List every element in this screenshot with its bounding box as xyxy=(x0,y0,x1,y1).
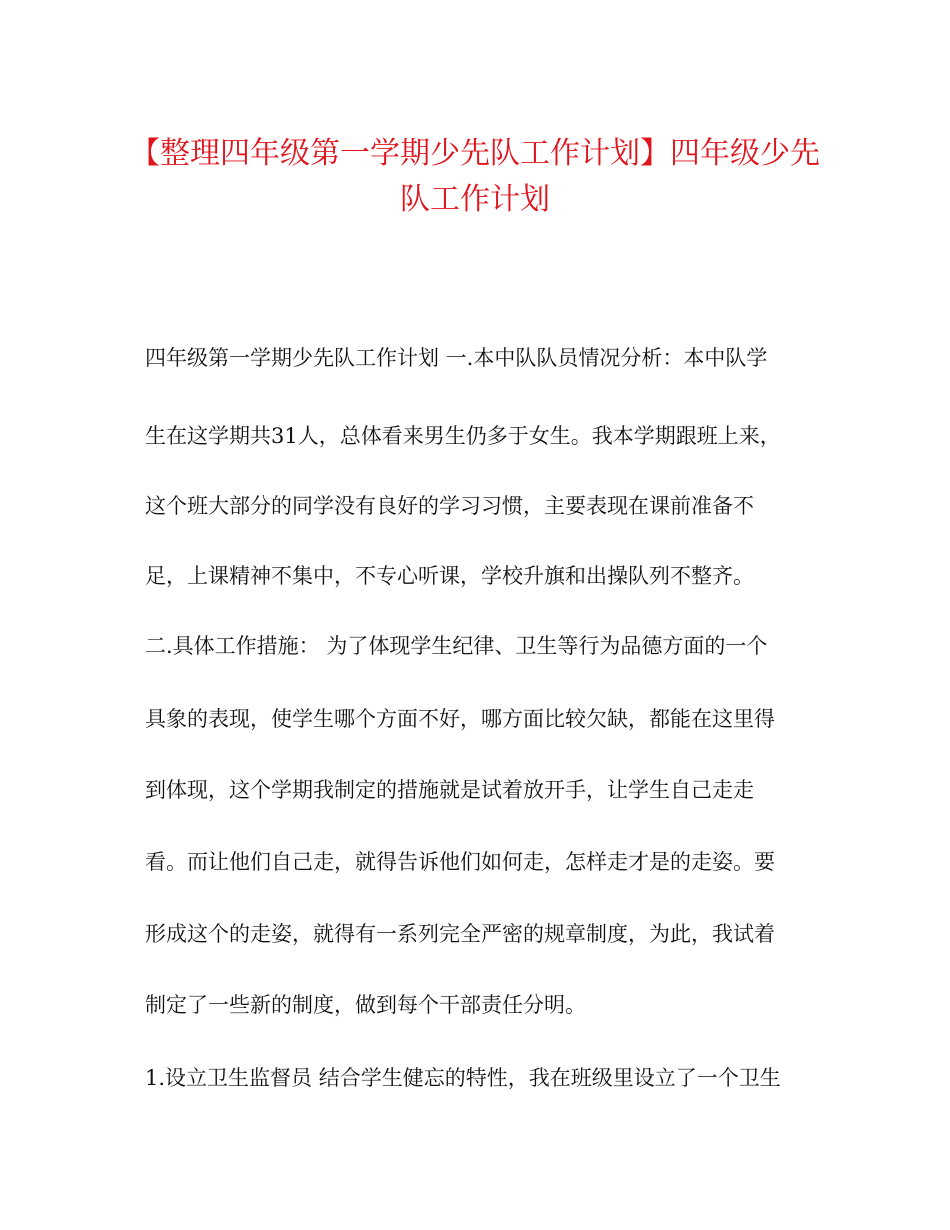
body-line-3: 这个班大部分的同学没有良好的学习习惯，主要表现在课前准备不 xyxy=(145,494,754,518)
body-line-2: 生在这学期共31人，总体看来男生仍多于女生。我本学期跟班上来， xyxy=(145,424,781,448)
body-line-1: 四年级第一学期少先队工作计划 一.本中队队员情况分析：本中队学 xyxy=(145,346,768,370)
body-line-6: 具象的表现，使学生哪个方面不好，哪方面比较欠缺，都能在这里得 xyxy=(145,707,775,731)
body-line-4: 足，上课精神不集中，不专心听课，学校升旗和出操队列不整齐。 xyxy=(145,564,754,588)
document-title-line-2: 队工作计划 xyxy=(400,182,550,217)
body-line-7: 到体现，这个学期我制定的措施就是试着放开手，让学生自己走走 xyxy=(145,778,754,802)
body-line-9: 形成这个的走姿，就得有一系列完全严密的规章制度，为此，我试着 xyxy=(145,922,775,946)
document-title-line-1: 【整理四年级第一学期少先队工作计划】四年级少先 xyxy=(130,136,820,171)
body-line-5: 二.具体工作措施： 为了体现学生纪律、卫生等行为品德方面的一个 xyxy=(145,634,768,658)
body-line-8: 看。而让他们自己走，就得告诉他们如何走，怎样走才是的走姿。要 xyxy=(145,850,775,874)
body-line-10: 制定了一些新的制度，做到每个干部责任分明。 xyxy=(145,993,586,1017)
body-line-11: 1.设立卫生监督员 结合学生健忘的特性，我在班级里设立了一个卫生 xyxy=(145,1066,781,1090)
